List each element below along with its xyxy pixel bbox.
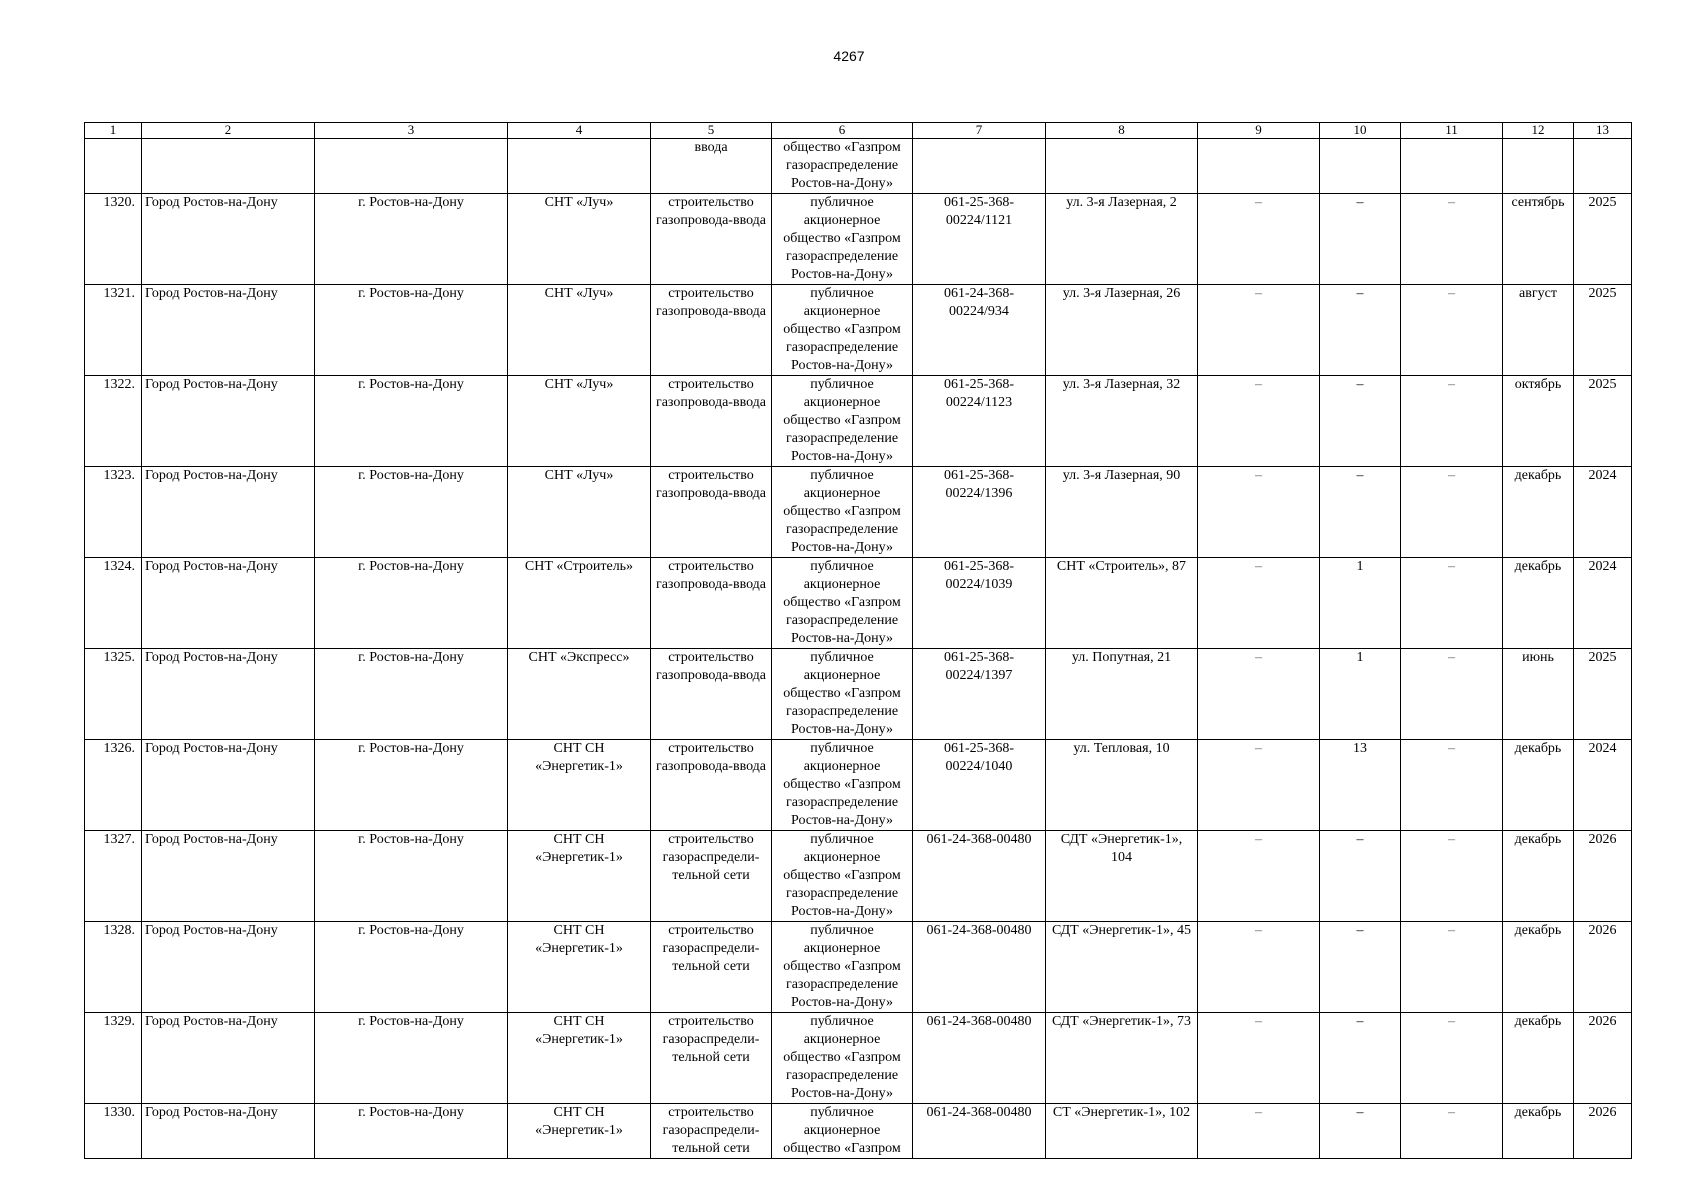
column-header: 4: [508, 123, 651, 139]
work-type-cell: строительство газораспредели-тельной сети: [651, 922, 772, 1013]
column-header: 3: [315, 123, 508, 139]
municipality-cell: Город Ростов-на-Дону: [142, 194, 315, 285]
object-cell: СНТ СН «Энергетик-1»: [508, 831, 651, 922]
column-header: 13: [1574, 123, 1632, 139]
table-row: [85, 467, 1632, 558]
work-type-cell: строительство газопровода-ввода: [651, 285, 772, 376]
work-type-cell: строительство газопровода-ввода: [651, 649, 772, 740]
address-cell: СДТ «Энергетик-1», 73: [1046, 1013, 1198, 1104]
row-number-cell: 1328.: [85, 922, 142, 1013]
table-row: [85, 1013, 1632, 1104]
organization-cell: публичное акционерное общество «Газпром газораспределение Ростов-на-Дону»: [772, 467, 913, 558]
work-type-cell: строительство газопровода-ввода: [651, 740, 772, 831]
municipality-cell: Город Ростов-на-Дону: [142, 376, 315, 467]
month-cell: декабрь: [1503, 558, 1574, 649]
column-header: 10: [1320, 123, 1401, 139]
column-header: 1: [85, 123, 142, 139]
row-number-cell: 1322.: [85, 376, 142, 467]
contract-number-cell: 061-25-368-00224/1040: [913, 740, 1046, 831]
organization-cell: публичное акционерное общество «Газпром газораспределение Ростов-на-Дону»: [772, 376, 913, 467]
column-header: 7: [913, 123, 1046, 139]
year-cell: 2026: [1574, 1013, 1632, 1104]
contract-number-cell: 061-24-368-00480: [913, 831, 1046, 922]
work-type-cell: строительство газораспредели-тельной сети: [651, 1104, 772, 1159]
year-cell: 2024: [1574, 740, 1632, 831]
locality-cell: г. Ростов-на-Дону: [315, 831, 508, 922]
object-cell: СНТ «Луч»: [508, 194, 651, 285]
address-cell: СДТ «Энергетик-1», 104: [1046, 831, 1198, 922]
value-cell: 13: [1320, 740, 1401, 831]
address-cell: СНТ «Строитель», 87: [1046, 558, 1198, 649]
organization-cell: публичное акционерное общество «Газпром газораспределение Ростов-на-Дону»: [772, 922, 913, 1013]
municipality-cell: Город Ростов-на-Дону: [142, 922, 315, 1013]
column-number-row: [85, 123, 1632, 139]
contract-number-cell: 061-24-368-00224/934: [913, 285, 1046, 376]
table-cell: [1320, 139, 1401, 194]
organization-cell: общество «Газпром газораспределение Ростов-на-Дону»: [772, 139, 913, 194]
table-cell: [85, 139, 142, 194]
table-row: [85, 740, 1632, 831]
value-cell: –: [1320, 194, 1401, 285]
month-cell: декабрь: [1503, 922, 1574, 1013]
value-cell: –: [1320, 467, 1401, 558]
contract-number-cell: 061-25-368-00224/1396: [913, 467, 1046, 558]
table-cell: [1503, 139, 1574, 194]
municipality-cell: Город Ростов-на-Дону: [142, 740, 315, 831]
table-row: [85, 558, 1632, 649]
page-number: 4267: [833, 48, 865, 64]
value-cell: –: [1401, 194, 1503, 285]
contract-number-cell: 061-24-368-00480: [913, 922, 1046, 1013]
column-header: 8: [1046, 123, 1198, 139]
year-cell: 2024: [1574, 467, 1632, 558]
row-number-cell: 1325.: [85, 649, 142, 740]
locality-cell: г. Ростов-на-Дону: [315, 1104, 508, 1159]
municipality-cell: Город Ростов-на-Дону: [142, 649, 315, 740]
object-cell: СНТ «Луч»: [508, 376, 651, 467]
row-number-cell: 1323.: [85, 467, 142, 558]
organization-cell: публичное акционерное общество «Газпром газораспределение Ростов-на-Дону»: [772, 740, 913, 831]
address-cell: ул. 3-я Лазерная, 26: [1046, 285, 1198, 376]
table-cell: [142, 139, 315, 194]
table-row: [85, 376, 1632, 467]
value-cell: –: [1401, 558, 1503, 649]
value-cell: –: [1320, 1013, 1401, 1104]
table-row: [85, 1104, 1632, 1159]
value-cell: –: [1320, 376, 1401, 467]
work-type-cell: строительство газопровода-ввода: [651, 467, 772, 558]
year-cell: 2025: [1574, 649, 1632, 740]
table-row: [85, 285, 1632, 376]
value-cell: –: [1198, 1013, 1320, 1104]
address-cell: ул. 3-я Лазерная, 90: [1046, 467, 1198, 558]
contract-number-cell: 061-25-368-00224/1397: [913, 649, 1046, 740]
table-cell: [508, 139, 651, 194]
locality-cell: г. Ростов-на-Дону: [315, 649, 508, 740]
work-type-cell: строительство газопровода-ввода: [651, 194, 772, 285]
value-cell: –: [1198, 467, 1320, 558]
contract-number-cell: 061-25-368-00224/1123: [913, 376, 1046, 467]
row-number-cell: 1321.: [85, 285, 142, 376]
work-type-cell: ввода: [651, 139, 772, 194]
value-cell: –: [1198, 558, 1320, 649]
year-cell: 2024: [1574, 558, 1632, 649]
municipality-cell: Город Ростов-на-Дону: [142, 1013, 315, 1104]
locality-cell: г. Ростов-на-Дону: [315, 467, 508, 558]
work-type-cell: строительство газопровода-ввода: [651, 376, 772, 467]
value-cell: –: [1401, 1013, 1503, 1104]
work-type-cell: строительство газопровода-ввода: [651, 558, 772, 649]
value-cell: –: [1401, 467, 1503, 558]
row-number-cell: 1329.: [85, 1013, 142, 1104]
value-cell: –: [1320, 922, 1401, 1013]
contract-number-cell: 061-24-368-00480: [913, 1104, 1046, 1159]
row-number-cell: 1330.: [85, 1104, 142, 1159]
table-cell: [1198, 139, 1320, 194]
column-header: 12: [1503, 123, 1574, 139]
object-cell: СНТ СН «Энергетик-1»: [508, 1013, 651, 1104]
table-cell: [1574, 139, 1632, 194]
value-cell: –: [1401, 285, 1503, 376]
value-cell: –: [1320, 1104, 1401, 1159]
month-cell: июнь: [1503, 649, 1574, 740]
year-cell: 2026: [1574, 831, 1632, 922]
work-type-cell: строительство газораспредели-тельной сети: [651, 1013, 772, 1104]
table-row: [85, 922, 1632, 1013]
organization-cell: публичное акционерное общество «Газпром газораспределение Ростов-на-Дону»: [772, 194, 913, 285]
municipality-cell: Город Ростов-на-Дону: [142, 285, 315, 376]
value-cell: –: [1320, 831, 1401, 922]
value-cell: –: [1198, 1104, 1320, 1159]
value-cell: –: [1198, 194, 1320, 285]
row-number-cell: 1324.: [85, 558, 142, 649]
row-number-cell: 1327.: [85, 831, 142, 922]
value-cell: –: [1401, 831, 1503, 922]
value-cell: –: [1401, 649, 1503, 740]
value-cell: –: [1401, 1104, 1503, 1159]
locality-cell: г. Ростов-на-Дону: [315, 376, 508, 467]
table-cell: [1046, 139, 1198, 194]
value-cell: –: [1401, 922, 1503, 1013]
year-cell: 2025: [1574, 194, 1632, 285]
month-cell: декабрь: [1503, 831, 1574, 922]
table-cell: [315, 139, 508, 194]
table-row: [85, 194, 1632, 285]
organization-cell: публичное акционерное общество «Газпром газораспределение Ростов-на-Дону»: [772, 649, 913, 740]
value-cell: –: [1198, 740, 1320, 831]
municipality-cell: Город Ростов-на-Дону: [142, 1104, 315, 1159]
municipality-cell: Город Ростов-на-Дону: [142, 467, 315, 558]
locality-cell: г. Ростов-на-Дону: [315, 1013, 508, 1104]
object-cell: СНТ «Строитель»: [508, 558, 651, 649]
object-cell: СНТ СН «Энергетик-1»: [508, 1104, 651, 1159]
work-type-cell: строительство газораспредели-тельной сети: [651, 831, 772, 922]
table-cell: [913, 139, 1046, 194]
address-cell: ул. 3-я Лазерная, 32: [1046, 376, 1198, 467]
organization-cell: публичное акционерное общество «Газпром газораспределение Ростов-на-Дону»: [772, 1013, 913, 1104]
value-cell: 1: [1320, 558, 1401, 649]
row-number-cell: 1320.: [85, 194, 142, 285]
table-row: [85, 831, 1632, 922]
value-cell: –: [1198, 831, 1320, 922]
month-cell: декабрь: [1503, 1104, 1574, 1159]
registry-table: [84, 122, 1632, 1159]
continuation-row: [85, 139, 1632, 194]
column-header: 2: [142, 123, 315, 139]
object-cell: СНТ СН «Энергетик-1»: [508, 922, 651, 1013]
column-header: 5: [651, 123, 772, 139]
value-cell: 1: [1320, 649, 1401, 740]
value-cell: –: [1198, 285, 1320, 376]
organization-cell: публичное акционерное общество «Газпром: [772, 1104, 913, 1159]
address-cell: СДТ «Энергетик-1», 45: [1046, 922, 1198, 1013]
object-cell: СНТ «Луч»: [508, 285, 651, 376]
year-cell: 2025: [1574, 285, 1632, 376]
object-cell: СНТ «Луч»: [508, 467, 651, 558]
municipality-cell: Город Ростов-на-Дону: [142, 558, 315, 649]
value-cell: –: [1401, 740, 1503, 831]
address-cell: ул. 3-я Лазерная, 2: [1046, 194, 1198, 285]
table-row: [85, 649, 1632, 740]
organization-cell: публичное акционерное общество «Газпром газораспределение Ростов-на-Дону»: [772, 285, 913, 376]
address-cell: ул. Тепловая, 10: [1046, 740, 1198, 831]
month-cell: декабрь: [1503, 1013, 1574, 1104]
organization-cell: публичное акционерное общество «Газпром газораспределение Ростов-на-Дону»: [772, 558, 913, 649]
year-cell: 2026: [1574, 922, 1632, 1013]
value-cell: –: [1320, 285, 1401, 376]
address-cell: СТ «Энергетик-1», 102: [1046, 1104, 1198, 1159]
locality-cell: г. Ростов-на-Дону: [315, 558, 508, 649]
column-header: 6: [772, 123, 913, 139]
month-cell: декабрь: [1503, 467, 1574, 558]
object-cell: СНТ СН «Энергетик-1»: [508, 740, 651, 831]
month-cell: октябрь: [1503, 376, 1574, 467]
locality-cell: г. Ростов-на-Дону: [315, 285, 508, 376]
locality-cell: г. Ростов-на-Дону: [315, 740, 508, 831]
table-cell: [1401, 139, 1503, 194]
column-header: 9: [1198, 123, 1320, 139]
row-number-cell: 1326.: [85, 740, 142, 831]
organization-cell: публичное акционерное общество «Газпром газораспределение Ростов-на-Дону»: [772, 831, 913, 922]
value-cell: –: [1198, 922, 1320, 1013]
locality-cell: г. Ростов-на-Дону: [315, 922, 508, 1013]
locality-cell: г. Ростов-на-Дону: [315, 194, 508, 285]
year-cell: 2026: [1574, 1104, 1632, 1159]
value-cell: –: [1198, 649, 1320, 740]
address-cell: ул. Попутная, 21: [1046, 649, 1198, 740]
year-cell: 2025: [1574, 376, 1632, 467]
contract-number-cell: 061-25-368-00224/1121: [913, 194, 1046, 285]
contract-number-cell: 061-24-368-00480: [913, 1013, 1046, 1104]
value-cell: –: [1401, 376, 1503, 467]
contract-number-cell: 061-25-368-00224/1039: [913, 558, 1046, 649]
month-cell: сентябрь: [1503, 194, 1574, 285]
month-cell: декабрь: [1503, 740, 1574, 831]
column-header: 11: [1401, 123, 1503, 139]
month-cell: август: [1503, 285, 1574, 376]
object-cell: СНТ «Экспресс»: [508, 649, 651, 740]
value-cell: –: [1198, 376, 1320, 467]
municipality-cell: Город Ростов-на-Дону: [142, 831, 315, 922]
